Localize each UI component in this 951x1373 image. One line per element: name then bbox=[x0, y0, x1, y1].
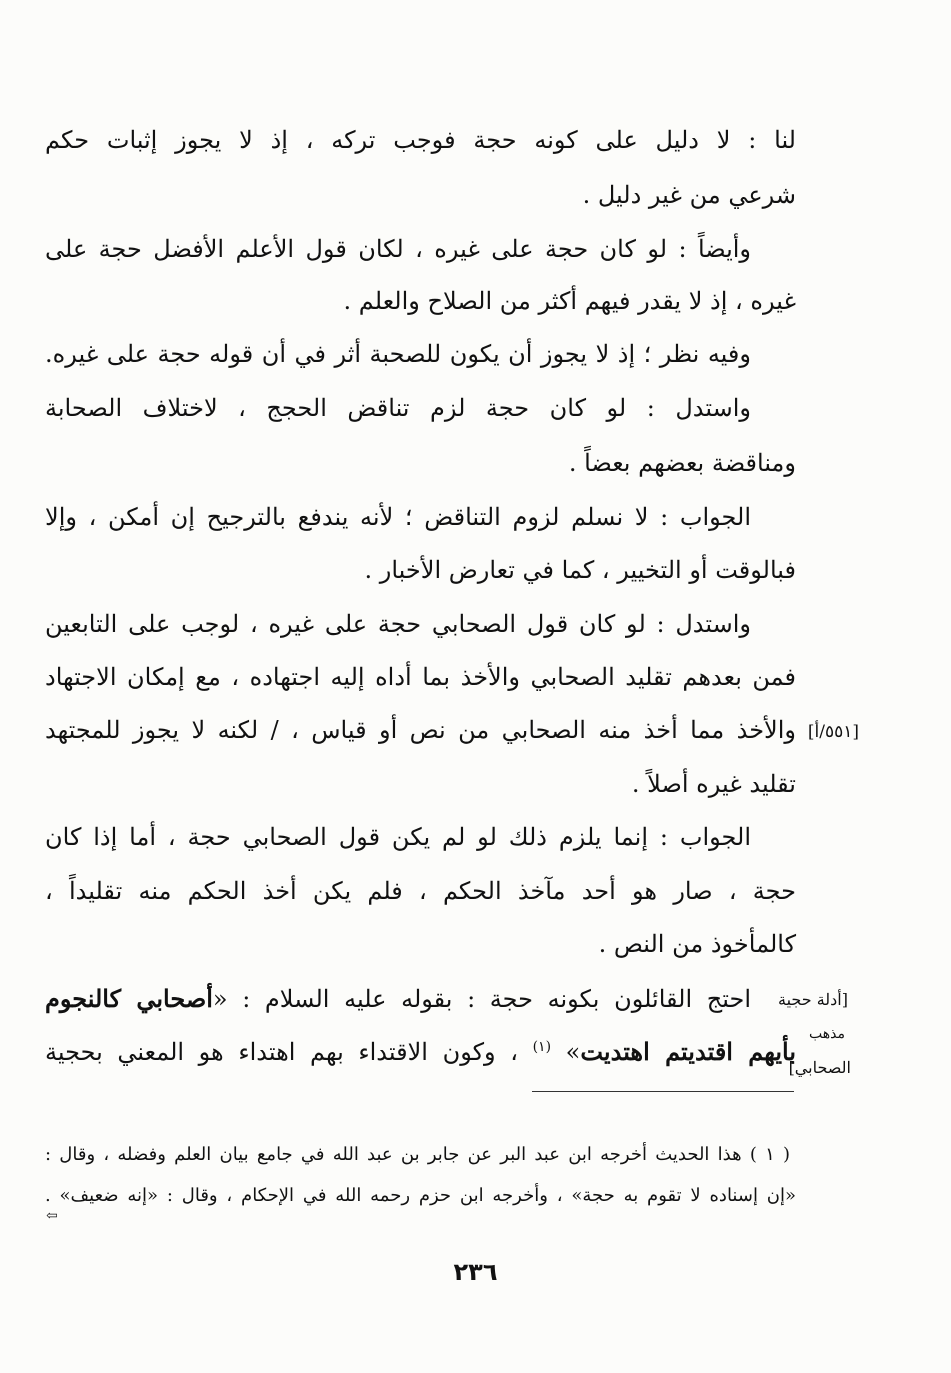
folio-marker: [٥٥١/أ] bbox=[807, 722, 859, 742]
text-line-2: شرعي من غير دليل . bbox=[582, 181, 796, 209]
text-line-18 bbox=[45, 1037, 796, 1066]
footnote-line-1: ( ١ ) هذا الحديث أخرجه ابن عبد البر عن جابر بن عبد الله في جامع بيان العلم وفضله ، وقال : bbox=[45, 1144, 790, 1165]
text-line-14: الجواب : إنما يلزم ذلك لو لم يكن قول الصحابي حجة ، أما إذا كان bbox=[45, 823, 751, 851]
text-line-7: ومناقضة بعضهم بعضاً . bbox=[568, 449, 796, 477]
margin-heading-line-3: الصحابي] bbox=[788, 1058, 851, 1077]
page-number: ٢٣٦ bbox=[453, 1258, 498, 1286]
text-line-4: غيره ، إذ لا يقدر فيهم أكثر من الصلاح والعلم . bbox=[343, 287, 796, 315]
text-line-17 bbox=[45, 984, 796, 1013]
text-line-9: فبالوقت أو التخيير ، كما في تعارض الأخبار . bbox=[364, 556, 796, 584]
text-line-11: فمن بعدهم تقليد الصحابي والأخذ بما أداه إليه اجتهاده ، مع إمكان الاجتهاد bbox=[45, 663, 796, 691]
text-line-3: وأيضاً : لو كان حجة على غيره ، لكان قول الأعلم الأفضل حجة على bbox=[45, 235, 751, 263]
text-line-5: وفيه نظر ؛ إذ لا يجوز أن يكون للصحبة أثر في أن قوله حجة على غيره. bbox=[45, 340, 751, 368]
continuation-arrow-icon: ⇦ bbox=[46, 1208, 58, 1224]
margin-heading-line-2: مذهب bbox=[809, 1026, 845, 1042]
argument-continuation: ، وكون الاقتداء بهم اهتداء هو المعني بحجية bbox=[45, 1038, 518, 1066]
text-line-6: واستدل : لو كان حجة لزم تناقض الحجج ، لاختلاف الصحابة bbox=[45, 394, 752, 422]
text-line-1: لنا : لا دليل على كونه حجة فوجب تركه ، إذ لا يجوز إثبات حكم bbox=[45, 126, 796, 154]
footnote-line-2: «إن إسناده لا تقوم به حجة» ، وأخرجه ابن حزم رحمه الله في الإحكام ، وقال : «إنه ضعيف» . bbox=[45, 1185, 796, 1206]
text-line-12: والأخذ مما أخذ منه الصحابي من نص أو قياس ، / لكنه لا يجوز للمجتهد bbox=[45, 716, 796, 744]
text-line-13: تقليد غيره أصلاً . bbox=[631, 770, 796, 798]
footnote-ref-1: (١) bbox=[532, 1039, 552, 1055]
text-line-10: واستدل : لو كان قول الصحابي حجة على غيره ، لوجب على التابعين bbox=[45, 610, 751, 638]
quote-close: » bbox=[565, 1038, 581, 1066]
margin-heading-line-1: [أدلة حجية bbox=[778, 990, 848, 1009]
hadith-text-part2: بأيهم اقتديتم اهتديت bbox=[580, 1037, 796, 1066]
text-line-15: حجة ، صار هو أحد مآخذ الحكم ، فلم يكن أخذ الحكم منه تقليداً ، bbox=[45, 877, 796, 905]
text-line-8: الجواب : لا نسلم لزوم التناقض ؛ لأنه يندفع بالترجيح إن أمكن ، وإلا bbox=[45, 503, 751, 531]
footnote-separator bbox=[532, 1091, 794, 1092]
argument-intro: احتج القائلون بكونه حجة : بقوله عليه السلام : « bbox=[212, 985, 751, 1013]
hadith-text-part1: أصحابي كالنجوم bbox=[45, 984, 213, 1013]
text-line-16: كالمأخوذ من النص . bbox=[598, 930, 796, 958]
